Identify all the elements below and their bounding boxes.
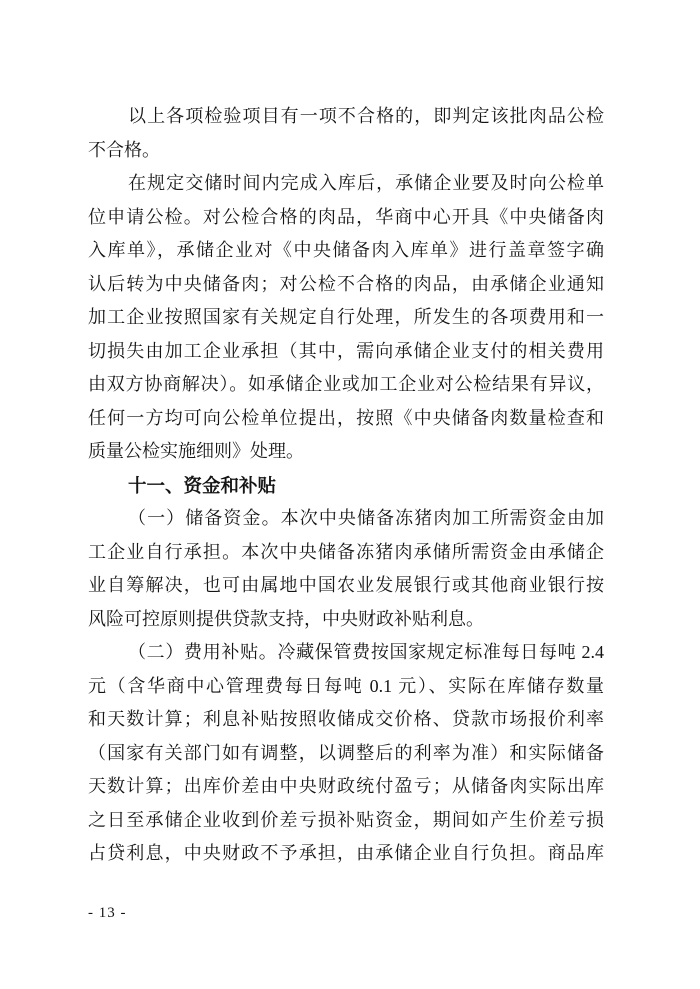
- text-line: 位申请公检。对公检合格的肉品，华商中心开具《中央储备肉: [88, 206, 604, 227]
- text-line: 质量公检实施细则》处理。: [88, 441, 304, 461]
- text-line: 业自筹解决，也可由属地中国农业发展银行或其他商业银行按: [88, 575, 604, 595]
- section-heading: 十一、资金和补贴: [128, 474, 277, 496]
- text-line: 和天数计算；利息补贴按照收储成交价格、贷款市场报价利率: [88, 709, 604, 729]
- text-line: （二）费用补贴。冷藏保管费按国家规定标准每日每吨 2.4: [128, 642, 604, 662]
- text-line: 认后转为中央储备肉；对公检不合格的肉品，由承储企业通知: [88, 273, 604, 294]
- text-line: 元（含华商中心管理费每日每吨 0.1 元）、实际在库储存数量: [88, 675, 604, 696]
- text-line: 切损失由加工企业承担（其中，需向承储企业支付的相关费用: [88, 340, 604, 361]
- document-body: [88, 100, 604, 871]
- text-line: （一）储备资金。本次中央储备冻猪肉加工所需资金由加: [128, 508, 604, 528]
- text-line: 入库单》，承储企业对《中央储备肉入库单》进行盖章签字确: [88, 240, 604, 260]
- text-line: 占贷利息，中央财政不予承担，由承储企业自行负担。商品库: [88, 843, 604, 863]
- page-number: - 13 -: [88, 905, 127, 921]
- text-line: 以上各项检验项目有一项不合格的，即判定该批肉品公检: [128, 106, 604, 126]
- text-line: 任何一方均可向公检单位提出，按照《中央储备肉数量检查和: [88, 407, 604, 428]
- text-line: 不合格。: [88, 139, 160, 160]
- text-line: 加工企业按照国家有关规定自行处理，所发生的各项费用和一: [88, 307, 604, 327]
- text-line: 风险可控原则提供贷款支持，中央财政补贴利息。: [88, 608, 484, 629]
- text-line: 之日至承储企业收到价差亏损补贴资金，期间如产生价差亏损: [88, 809, 604, 830]
- text-line: 工企业自行承担。本次中央储备冻猪肉承储所需资金由承储企: [88, 541, 604, 562]
- text-line: （国家有关部门如有调整，以调整后的利率为准）和实际储备: [88, 742, 604, 763]
- text-line: 由双方协商解决）。如承储企业或加工企业对公检结果有异议，: [88, 374, 604, 394]
- text-line: 在规定交储时间内完成入库后，承储企业要及时向公检单: [128, 173, 604, 193]
- text-line: 天数计算；出库价差由中央财政统付盈亏；从储备肉实际出库: [88, 776, 604, 796]
